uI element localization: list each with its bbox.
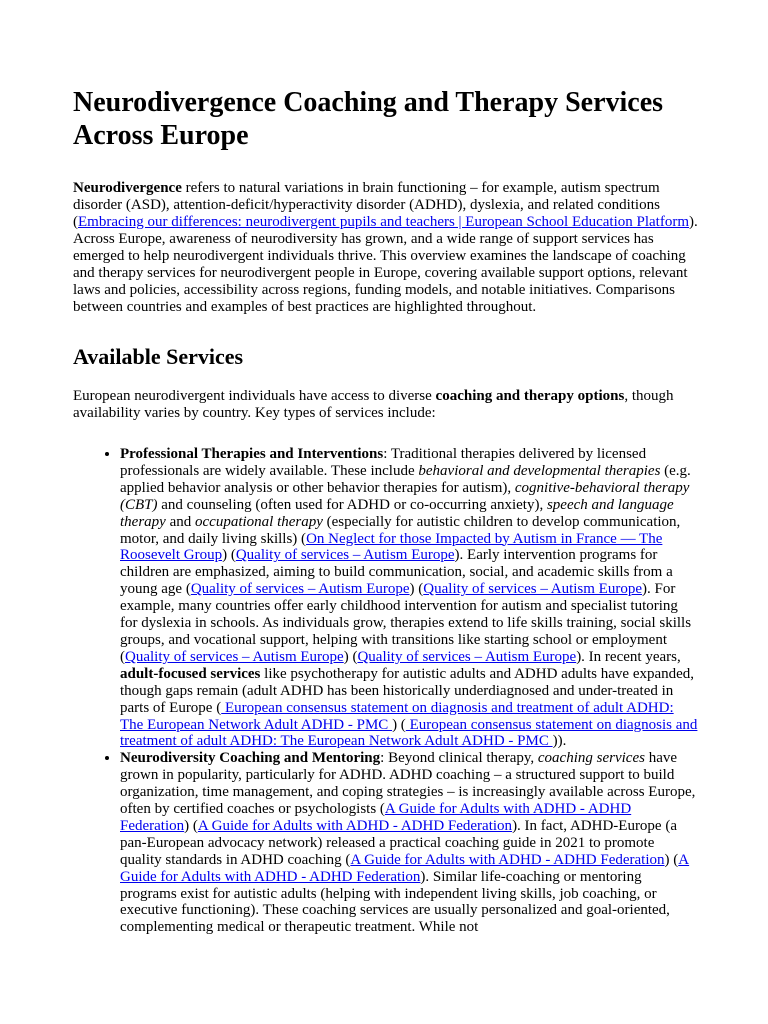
intro-term: Neurodivergence xyxy=(73,180,182,196)
page-title: Neurodivergence Coaching and Therapy Services Across Europe xyxy=(73,87,664,151)
link-autism-europe[interactable]: Quality of services – Autism Europe xyxy=(235,547,455,564)
services-list xyxy=(73,446,698,936)
link-autism-europe[interactable]: Quality of services – Autism Europe xyxy=(190,581,410,598)
link-autism-europe[interactable]: Quality of services – Autism Europe xyxy=(423,581,642,598)
link-adhd-federation-guide[interactable]: A Guide for Adults with ADHD - ADHD Federation xyxy=(197,817,513,834)
link-roosevelt-group[interactable]: On Neglect for those Impacted by Autism in France — The Roosevelt Group xyxy=(120,530,663,564)
link-adult-adhd-consensus[interactable]: European consensus statement on diagnosis and treatment of adult ADHD: The European Network Adult ADHD - PMC xyxy=(120,716,698,750)
link-adhd-federation-guide[interactable]: A Guide for Adults with ADHD - ADHD Federation xyxy=(350,851,665,868)
link-adult-adhd-consensus[interactable]: European consensus statement on diagnosis and treatment of adult ADHD: The European Network Adult ADHD - PMC xyxy=(120,699,674,733)
list-item-professional-therapies: • Professional Therapies and Interventions: Traditional therapies delivered by licensed professionals are widely available. These include behavioral and developmental therapies (e.g. applied behavior analysis or other behavior therapies for autism), cognitive-behavioral therapy (CBT) and counseling (often used for ADHD or co-occurring anxiety), speech and language therapy and occupational therapy (especially for autistic children to develop communication, motor, and daily living skills) (On Neglect for those Impacted by Autism in France — The Roosevelt Group) (Quality of services – Autism Europe). Early intervention programs for children are emphasized, aiming to build communication, social, and academic skills from a young age (Quality of services – Autism Europe) (Quality of services – Autism Europe). For example, many countries offer early childhood intervention for autism and specialist tutoring for dyslexia in schools. As individuals grow, therapies extend to life skills training, social skills groups, and vocational support, helping with transitions like starting school or employment (Quality of services – Autism Europe) (Quality of services – Autism Europe). In recent years, adult-focused services like psychotherapy for autistic adults and ADHD adults have expanded, though gaps remain (adult ADHD has been historically underdiagnosed and under-treated in parts of Europe ( European consensus statement on diagnosis and treatment of adult ADHD: The European Network Adult ADHD - PMC ) ( European consensus statement on diagnosis and treatment of adult ADHD: The European Network Adult ADHD - PMC )). xyxy=(120,446,698,750)
list-item-coaching-mentoring: • Neurodiversity Coaching and Mentoring: Beyond clinical therapy, coaching services have grown in popularity, particularly for ADHD. ADHD coaching – a structured support to build organization, time management, and coping strategies – is increasingly available across Europe, often by certified coaches or psychologists (A Guide for Adults with ADHD - ADHD Federation) (A Guide for Adults with ADHD - ADHD Federation). In fact, ADHD-Europe (a pan-European advocacy network) released a practical coaching guide in 2021 to promote quality standards in ADHD coaching (A Guide for Adults with ADHD - ADHD Federation) (A Guide for Adults with ADHD - ADHD Federation). Similar life-coaching or mentoring programs exist for autistic adults (helping with independent living skills, job coaching, or executive functioning). These coaching services are usually personalized and goal-oriented, complementing medical or therapeutic treatment. While not xyxy=(120,750,698,936)
section-heading-available-services: Available Services xyxy=(73,344,244,369)
link-autism-europe[interactable]: Quality of services – Autism Europe xyxy=(357,648,577,665)
link-adhd-federation-guide[interactable]: A Guide for Adults with ADHD - ADHD Federation xyxy=(120,851,690,885)
intro-link-embracing-differences[interactable]: Embracing our differences: neurodivergent pupils and teachers | European School Education Platform xyxy=(78,214,690,230)
link-adhd-federation-guide[interactable]: A Guide for Adults with ADHD - ADHD Federation xyxy=(120,801,632,834)
link-autism-europe[interactable]: Quality of services – Autism Europe xyxy=(125,648,344,665)
services-intro-paragraph: European neurodivergent individuals have access to diverse coaching and therapy options, though availability varies by country. Key types of services include: xyxy=(73,388,674,421)
intro-paragraph: Neurodivergence refers to natural variations in brain functioning – for example, autism spectrum disorder (ASD), attention-deficit/hyperactivity disorder (ADHD), dyslexia, and related conditions (Embracing our differences: neurodivergent pupils and teachers | European School Education Platform). Across Europe, awareness of neurodiversity has grown, and a wide range of support services has emerged to help neurodivergent individuals thrive. This overview examines the landscape of coaching and therapy services for neurodivergent people in Europe, covering available support options, relevant laws and policies, accessibility across regions, funding models, and notable initiatives. Comparisons between countries and examples of best practices are highlighted throughout. xyxy=(73,180,698,315)
document-content xyxy=(73,86,698,936)
